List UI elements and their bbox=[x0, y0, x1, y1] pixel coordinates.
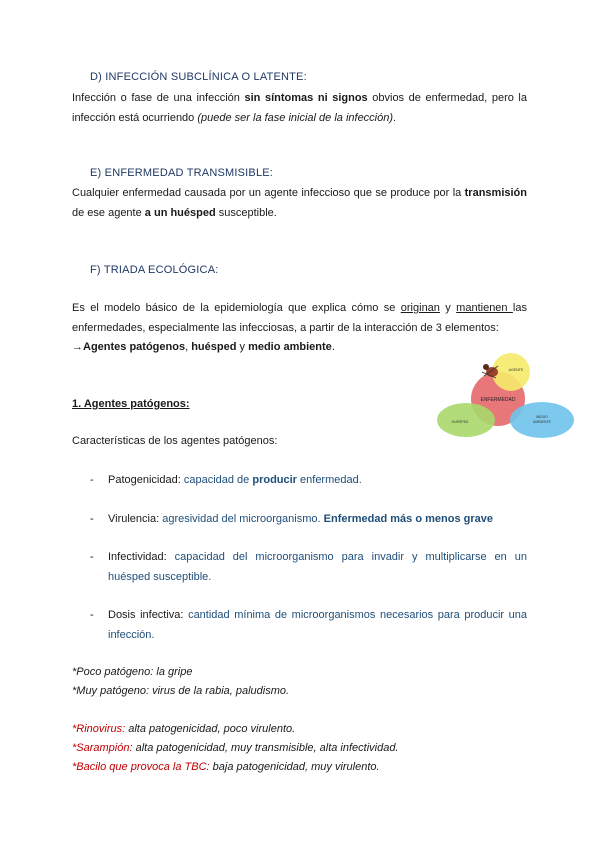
list-item-virulencia: Virulencia: agresividad del microorganismo. Enfermedad más o menos grave bbox=[108, 513, 493, 525]
bullet: - bbox=[90, 474, 94, 486]
bullet: - bbox=[90, 513, 94, 525]
bullet: - bbox=[90, 609, 94, 621]
agentes-intro: Características de los agentes patógenos: bbox=[72, 435, 278, 447]
agente-label: AGENTE bbox=[508, 368, 524, 372]
note-muy-patogeno: *Muy patógeno: virus de la rabia, paludismo. bbox=[72, 685, 290, 697]
enfermedad-label: ENFERMEDAD bbox=[480, 397, 516, 403]
heading-enfermedad-transmisible: E) ENFERMEDAD TRANSMISIBLE: bbox=[90, 167, 274, 179]
note-poco-patogeno: *Poco patógeno: la gripe bbox=[72, 666, 193, 678]
example-sarampion: *Sarampión: alta patogenicidad, muy transmisible, alta infectividad. bbox=[72, 742, 399, 754]
paragraph-triada-ecologica: Es el modelo básico de la epidemiología que explica cómo se originan y mantienen las enfermedades, especialmente las infecciosas, a partir de la interacción de 3 elementos: →Agentes patógenos, huésped y medio ambiente. bbox=[72, 302, 527, 353]
ambiente-label: AMBIENTE bbox=[533, 420, 551, 424]
paragraph-infeccion-subclinica: Infección o fase de una infección sin síntomas ni signos obvios de enfermedad, pero la infección está ocurriendo (puede ser la fase inicial de la infección). bbox=[72, 92, 527, 124]
list-item-patogenicidad: Patogenicidad: capacidad de producir enfermedad. bbox=[108, 474, 362, 486]
example-rinovirus: *Rinovirus: alta patogenicidad, poco virulento. bbox=[72, 723, 296, 735]
list-item-dosis-infectiva: Dosis infectiva: cantidad mínima de microorganismos necesarios para producir una infección. bbox=[108, 609, 527, 641]
medio-label: MEDIO bbox=[536, 415, 548, 419]
section-title-agentes: 1. Agentes patógenos: bbox=[72, 398, 190, 410]
heading-infeccion-subclinica: D) INFECCIÓN SUBCLÍNICA O LATENTE: bbox=[90, 71, 307, 83]
example-bacilo-tbc: *Bacilo que provoca la TBC: baja patogenicidad, muy virulento. bbox=[72, 761, 380, 773]
heading-triada-ecologica: F) TRIADA ECOLÓGICA: bbox=[90, 264, 219, 276]
triada-ecologica-diagram bbox=[436, 352, 578, 442]
bullet: - bbox=[90, 551, 94, 563]
list-item-infectividad: Infectividad: capacidad del microorganismo para invadir y multiplicarse en un huésped susceptible. bbox=[108, 551, 527, 583]
paragraph-enfermedad-transmisible: Cualquier enfermedad causada por un agente infeccioso que se produce por la transmisión de ese agente a un huésped susceptible. bbox=[72, 187, 527, 219]
huesped-label: HUÉSPED bbox=[451, 420, 469, 424]
